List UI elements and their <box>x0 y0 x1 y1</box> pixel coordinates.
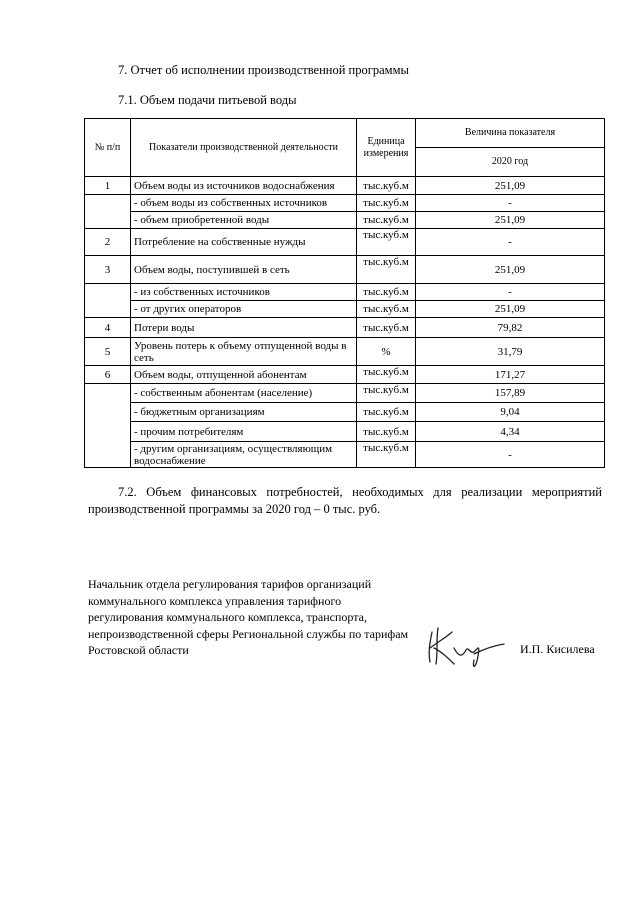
header-value-group: Величина показателя <box>416 119 605 148</box>
table-row <box>85 212 605 229</box>
header-indicator: Показатели производственной деятельности <box>131 119 357 177</box>
row-value: 251,09 <box>416 212 605 229</box>
row-unit: тыс.куб.м <box>357 422 416 442</box>
table-row <box>85 284 605 301</box>
row-indicator: Потребление на собственные нужды <box>131 229 357 256</box>
handwritten-signature <box>418 618 508 673</box>
row-indicator: - бюджетным организациям <box>131 403 357 422</box>
row-unit: тыс.куб.м <box>357 403 416 422</box>
row-unit: тыс.куб.м <box>357 177 416 195</box>
table-row <box>85 384 605 403</box>
row-indicator: Потери воды <box>131 318 357 338</box>
table-row <box>85 403 605 422</box>
table-row <box>85 338 605 366</box>
row-indicator: - от других операторов <box>131 301 357 318</box>
row-indicator: - из собственных источников <box>131 284 357 301</box>
row-indicator: Объем воды из источников водоснабжения <box>131 177 357 195</box>
row-value: 4,34 <box>416 422 605 442</box>
table-row <box>85 256 605 284</box>
table-row <box>85 301 605 318</box>
row-indicator: - объем воды из собственных источников <box>131 195 357 212</box>
row-num <box>85 195 131 229</box>
table-row <box>85 442 605 468</box>
row-unit: тыс.куб.м <box>357 284 416 301</box>
row-value: 251,09 <box>416 256 605 284</box>
row-value: 9,04 <box>416 403 605 422</box>
row-unit: тыс.куб.м <box>357 229 416 256</box>
header-unit: Единица измерения <box>357 119 416 177</box>
water-supply-table <box>84 118 605 468</box>
table-row <box>85 318 605 338</box>
signer-title: Начальник отдела регулирования тарифов организаций коммунального комплекса управления тарифного регулирования коммунального комплекса, транспорта, непроизводственной сферы Региональной службы по тарифам Ростовской области <box>88 577 409 657</box>
row-num: 6 <box>85 366 131 384</box>
row-num: 3 <box>85 256 131 284</box>
row-num: 2 <box>85 229 131 256</box>
row-value: - <box>416 442 605 468</box>
row-indicator: Уровень потерь к объему отпущенной воды в сеть <box>131 338 357 366</box>
row-indicator: Объем воды, поступившей в сеть <box>131 256 357 284</box>
row-unit: тыс.куб.м <box>357 212 416 229</box>
row-num: 5 <box>85 338 131 366</box>
row-value: 251,09 <box>416 177 605 195</box>
row-value: - <box>416 229 605 256</box>
row-value: 251,09 <box>416 301 605 318</box>
row-unit: тыс.куб.м <box>357 384 416 403</box>
header-num: № п/п <box>85 119 131 177</box>
row-value: - <box>416 284 605 301</box>
subsection-title: 7.1. Объем подачи питьевой воды <box>118 93 297 107</box>
header-year: 2020 год <box>416 148 605 177</box>
row-unit: % <box>357 338 416 366</box>
table-row <box>85 195 605 212</box>
table-row <box>85 366 605 384</box>
row-num: 4 <box>85 318 131 338</box>
row-indicator: - объем приобретенной воды <box>131 212 357 229</box>
table-header-row <box>85 119 605 148</box>
financial-needs-paragraph: 7.2. Объем финансовых потребностей, необходимых для реализации мероприятий производственной программы за 2020 год – 0 тыс. руб. <box>88 485 602 516</box>
table-row <box>85 177 605 195</box>
row-value: 79,82 <box>416 318 605 338</box>
row-num <box>85 284 131 318</box>
row-value: 157,89 <box>416 384 605 403</box>
signer-name: И.П. Кисилева <box>520 642 595 656</box>
row-num: 1 <box>85 177 131 195</box>
row-indicator: Объем воды, отпущенной абонентам <box>131 366 357 384</box>
row-value: 171,27 <box>416 366 605 384</box>
row-indicator: - другим организациям, осуществляющим водоснабжение <box>131 442 357 468</box>
row-unit: тыс.куб.м <box>357 301 416 318</box>
table-row <box>85 229 605 256</box>
table-row <box>85 422 605 442</box>
row-indicator: - прочим потребителям <box>131 422 357 442</box>
row-unit: тыс.куб.м <box>357 256 416 284</box>
section-title: 7. Отчет об исполнении производственной программы <box>118 63 409 77</box>
row-unit: тыс.куб.м <box>357 195 416 212</box>
row-value: 31,79 <box>416 338 605 366</box>
row-unit: тыс.куб.м <box>357 366 416 384</box>
row-unit: тыс.куб.м <box>357 442 416 468</box>
row-num <box>85 384 131 468</box>
row-indicator: - собственным абонентам (население) <box>131 384 357 403</box>
row-value: - <box>416 195 605 212</box>
row-unit: тыс.куб.м <box>357 318 416 338</box>
